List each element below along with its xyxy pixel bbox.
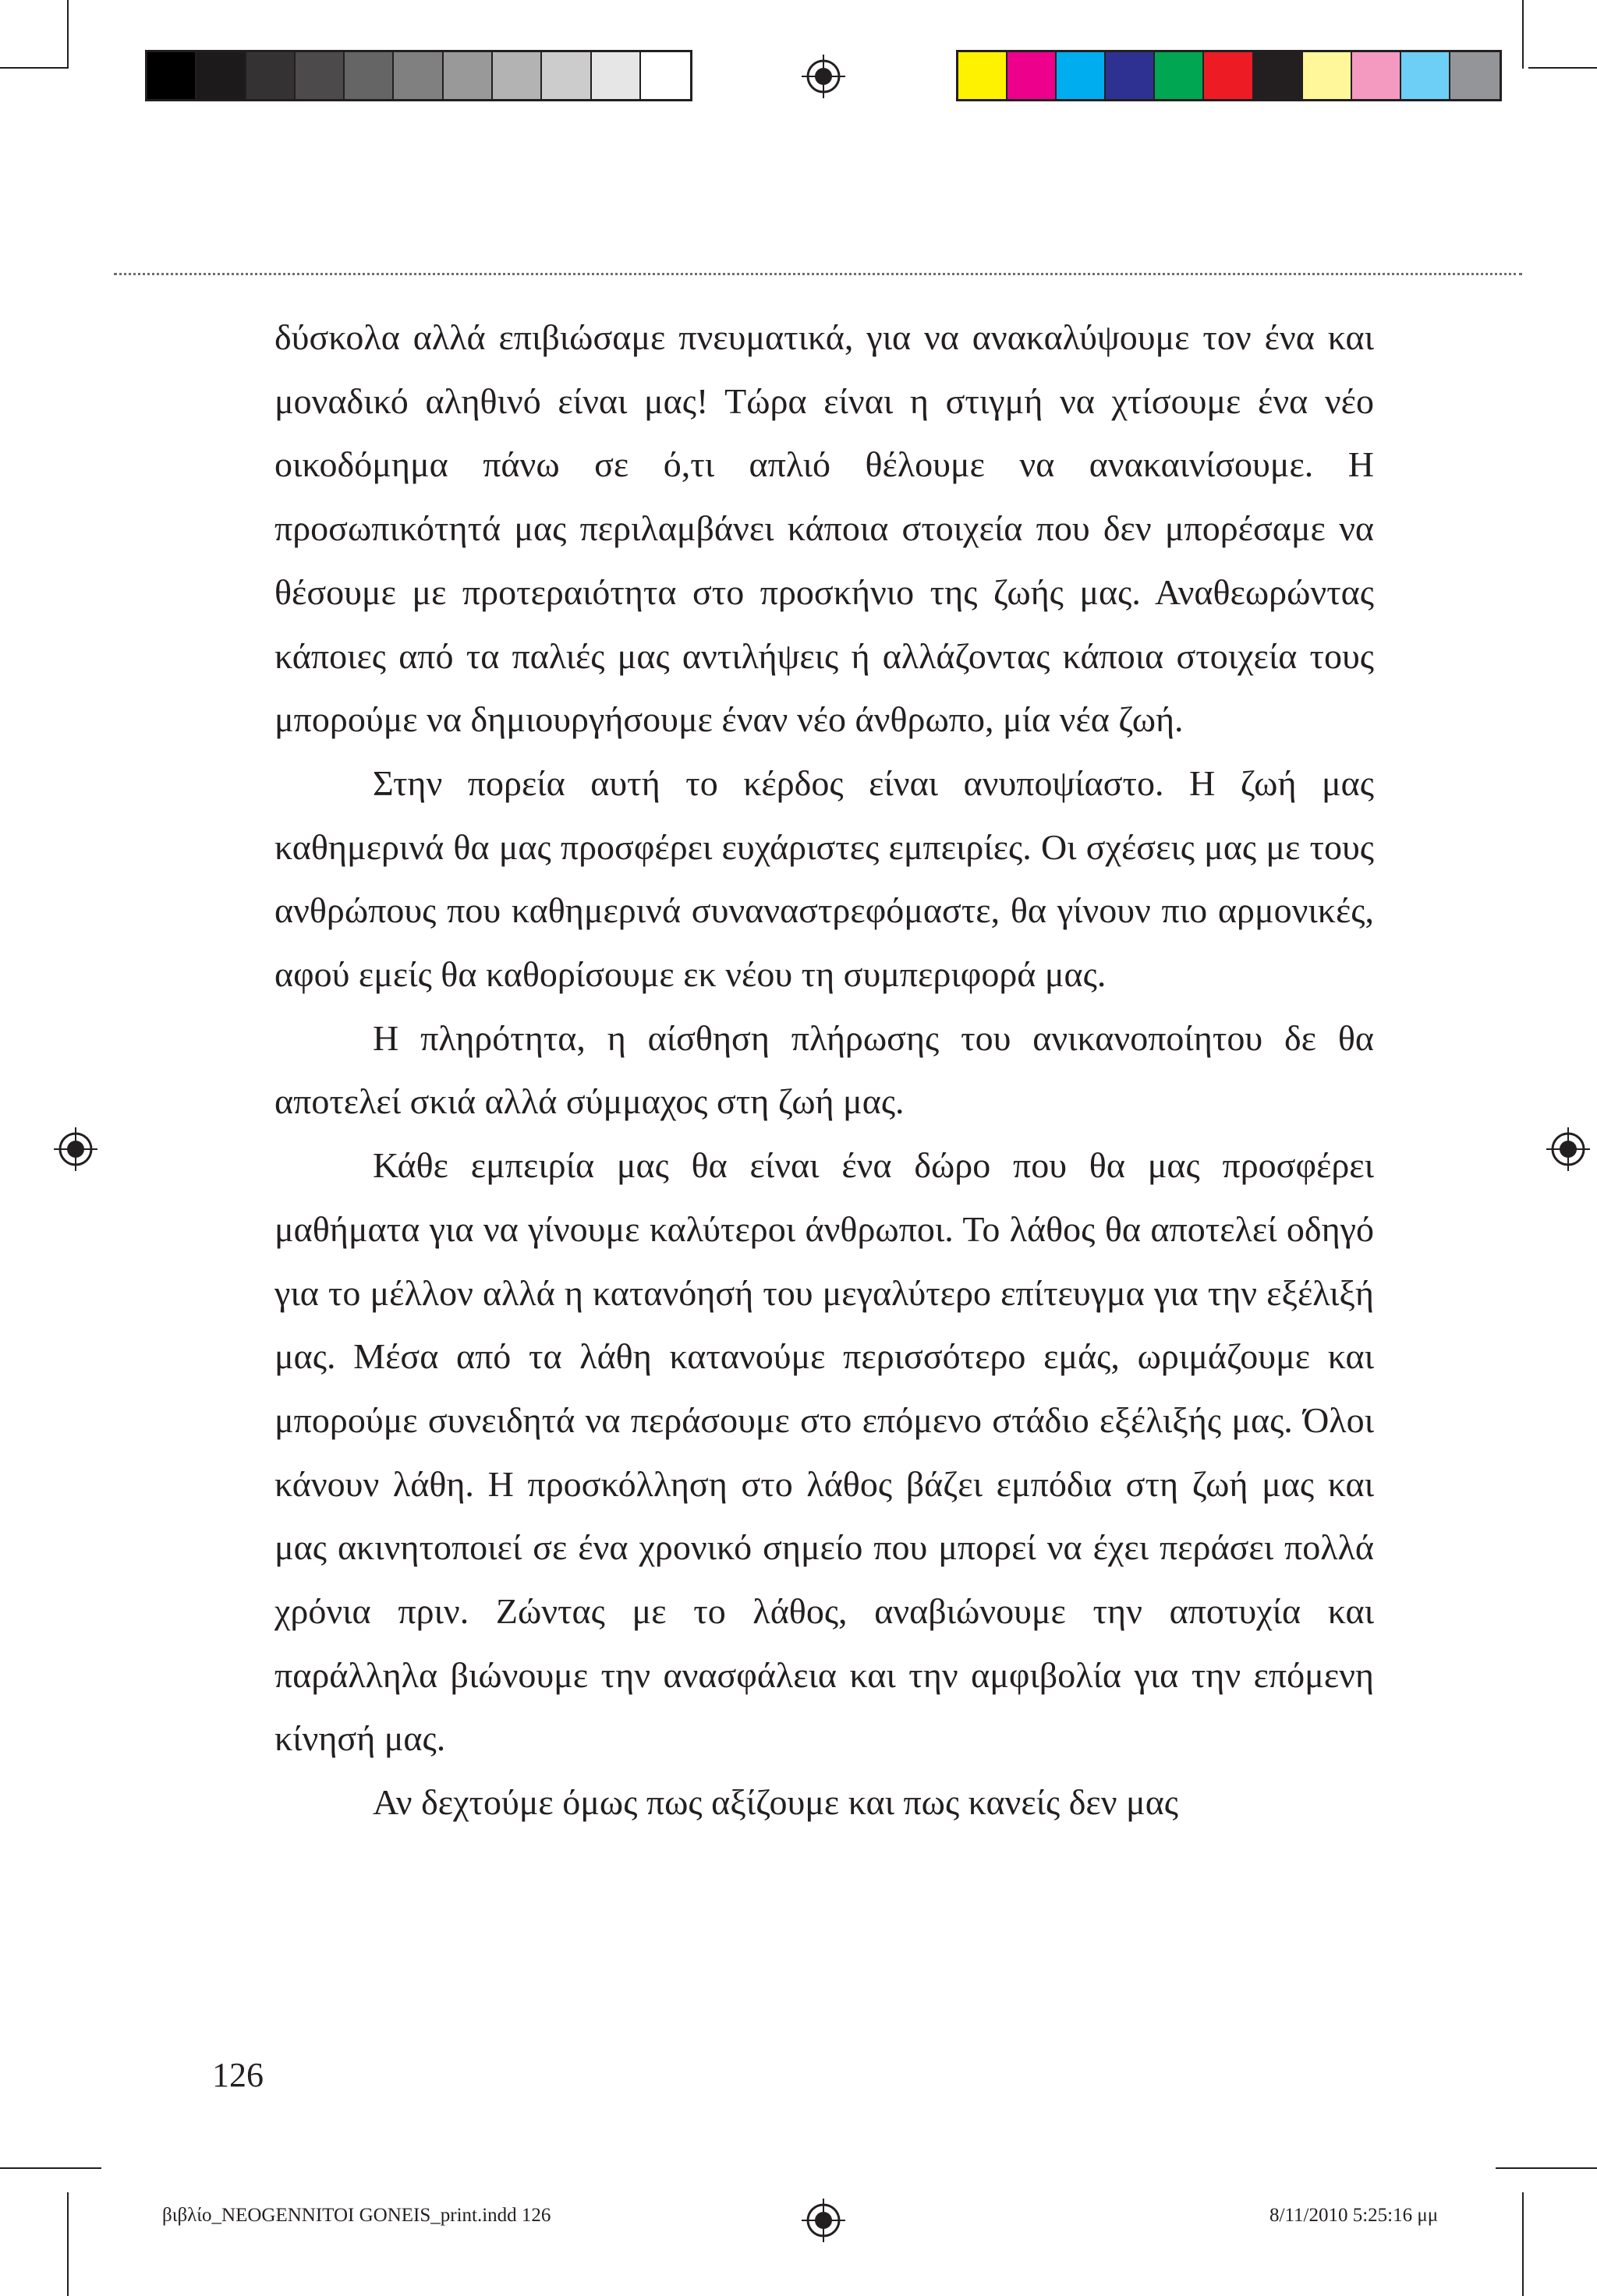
color-swatch [641,52,690,99]
color-swatch [246,52,296,99]
slug-date: 8/11/2010 5:25:16 μμ [1269,2205,1439,2226]
color-swatch [1007,52,1057,99]
paragraph: δύσκολα αλλά επιβιώσαμε πνευματικά, για να ανακαλύψουμε τον ένα και μοναδικό αληθινό είναι μας! Τώρα είναι η στιγμή να χτίσουμε ένα νέο οικοδόμημα πάνω σε ό,τι απλιό θέλουμε να ανακαινίσουμε. Η προσωπικότητά μας περιλαμβάνει κάποια στοιχεία που δεν μπορέσαμε να θέσουμε με προτεραιότητα στο προσκήνιο της ζωής μας. Αναθεωρώντας κάποιες από τα παλιές μας αντιλήψεις ή αλλάζοντας κάποια στοιχεία τους μπορούμε να δημιουργήσουμε έναν νέο άνθρωπο, μία νέα ζωή. [274,317,1374,740]
registration-mark-icon [1546,1127,1590,1171]
color-swatch [1401,52,1450,99]
trim-guide-line [114,273,1522,275]
color-swatch [1155,52,1204,99]
color-swatch [197,52,246,99]
crop-mark [0,67,69,69]
page-number: 126 [212,2056,264,2094]
paragraph: Στην πορεία αυτή το κέρδος είναι ανυποψίαστο. Η ζωή μας καθημερινά θα μας προσφέρει ευχάριστες εμπειρίες. Οι σχέσεις μας με τους ανθρώπους που καθημερινά συναναστρεφόμαστε, θα γίνουν πιο αρμονικές, αφού εμείς θα καθορίσουμε εκ νέου τη συμπεριφορά μας. [274,762,1374,995]
color-swatch [345,52,394,99]
color-swatch [444,52,493,99]
crop-mark [1496,2167,1597,2169]
registration-mark-icon [802,2199,845,2242]
crop-mark [67,2192,69,2296]
slug-file-name: βιβλίο_NEOGENNITOI GONEIS_print.indd 126 [162,2205,551,2226]
crop-mark [0,2167,101,2169]
paragraph: Αν δεχτούμε όμως πως αξίζουμε και πως κανείς δεν μας [373,1782,1179,1823]
color-swatch [147,52,197,99]
crop-mark [67,0,69,69]
color-swatch [1057,52,1106,99]
body-text [274,306,1374,1834]
color-swatch [542,52,591,99]
registration-mark-icon [54,1127,97,1171]
color-swatch [296,52,345,99]
color-swatch [958,52,1007,99]
color-swatch [1352,52,1401,99]
color-swatch [493,52,542,99]
paragraph: Η πληρότητα, η αίσθηση πλήρωσης του ανικανοποίητου δε θα αποτελεί σκιά αλλά σύμμαχος στη ζωή μας. [274,1017,1374,1122]
crop-mark [1522,0,1524,69]
paragraph: Κάθε εμπειρία μας θα είναι ένα δώρο που θα μας προσφέρει μαθήματα για να γίνουμε καλύτεροι άνθρωποι. Το λάθος θα αποτελεί οδηγό για το μέλλον αλλά η κατανόησή του μεγαλύτερο επίτευγμα για την εξέλιξή μας. Μέσα από τα λάθη κατανούμε περισσότερο εμάς, ωριμάζουμε και μπορούμε συνειδητά να περάσουμε στο επόμενο στάδιο εξέλιξής μας. Όλοι κάνουν λάθη. Η προσκόλληση στο λάθος βάζει εμπόδια στη ζωή μας και μας ακινητοποιεί σε ένα χρονικό σημείο που μπορεί να έχει περάσει πολλά χρόνια πριν. Ζώντας με το λάθος, αναβιώνουμε την αποτυχία και παράλληλα βιώνουμε την ανασφάλεια και την αμφιβολία για την επόμενη κίνησή μας. [274,1145,1374,1759]
registration-mark-icon [802,55,845,98]
process-color-bar [956,50,1502,101]
crop-mark [1522,2192,1524,2296]
crop-mark [1528,67,1597,69]
color-swatch [592,52,641,99]
color-swatch [394,52,443,99]
color-swatch [1204,52,1253,99]
color-swatch [1254,52,1303,99]
gray-scale-color-bar [145,50,692,101]
color-swatch [1106,52,1155,99]
color-swatch [1303,52,1352,99]
color-swatch [1450,52,1500,99]
